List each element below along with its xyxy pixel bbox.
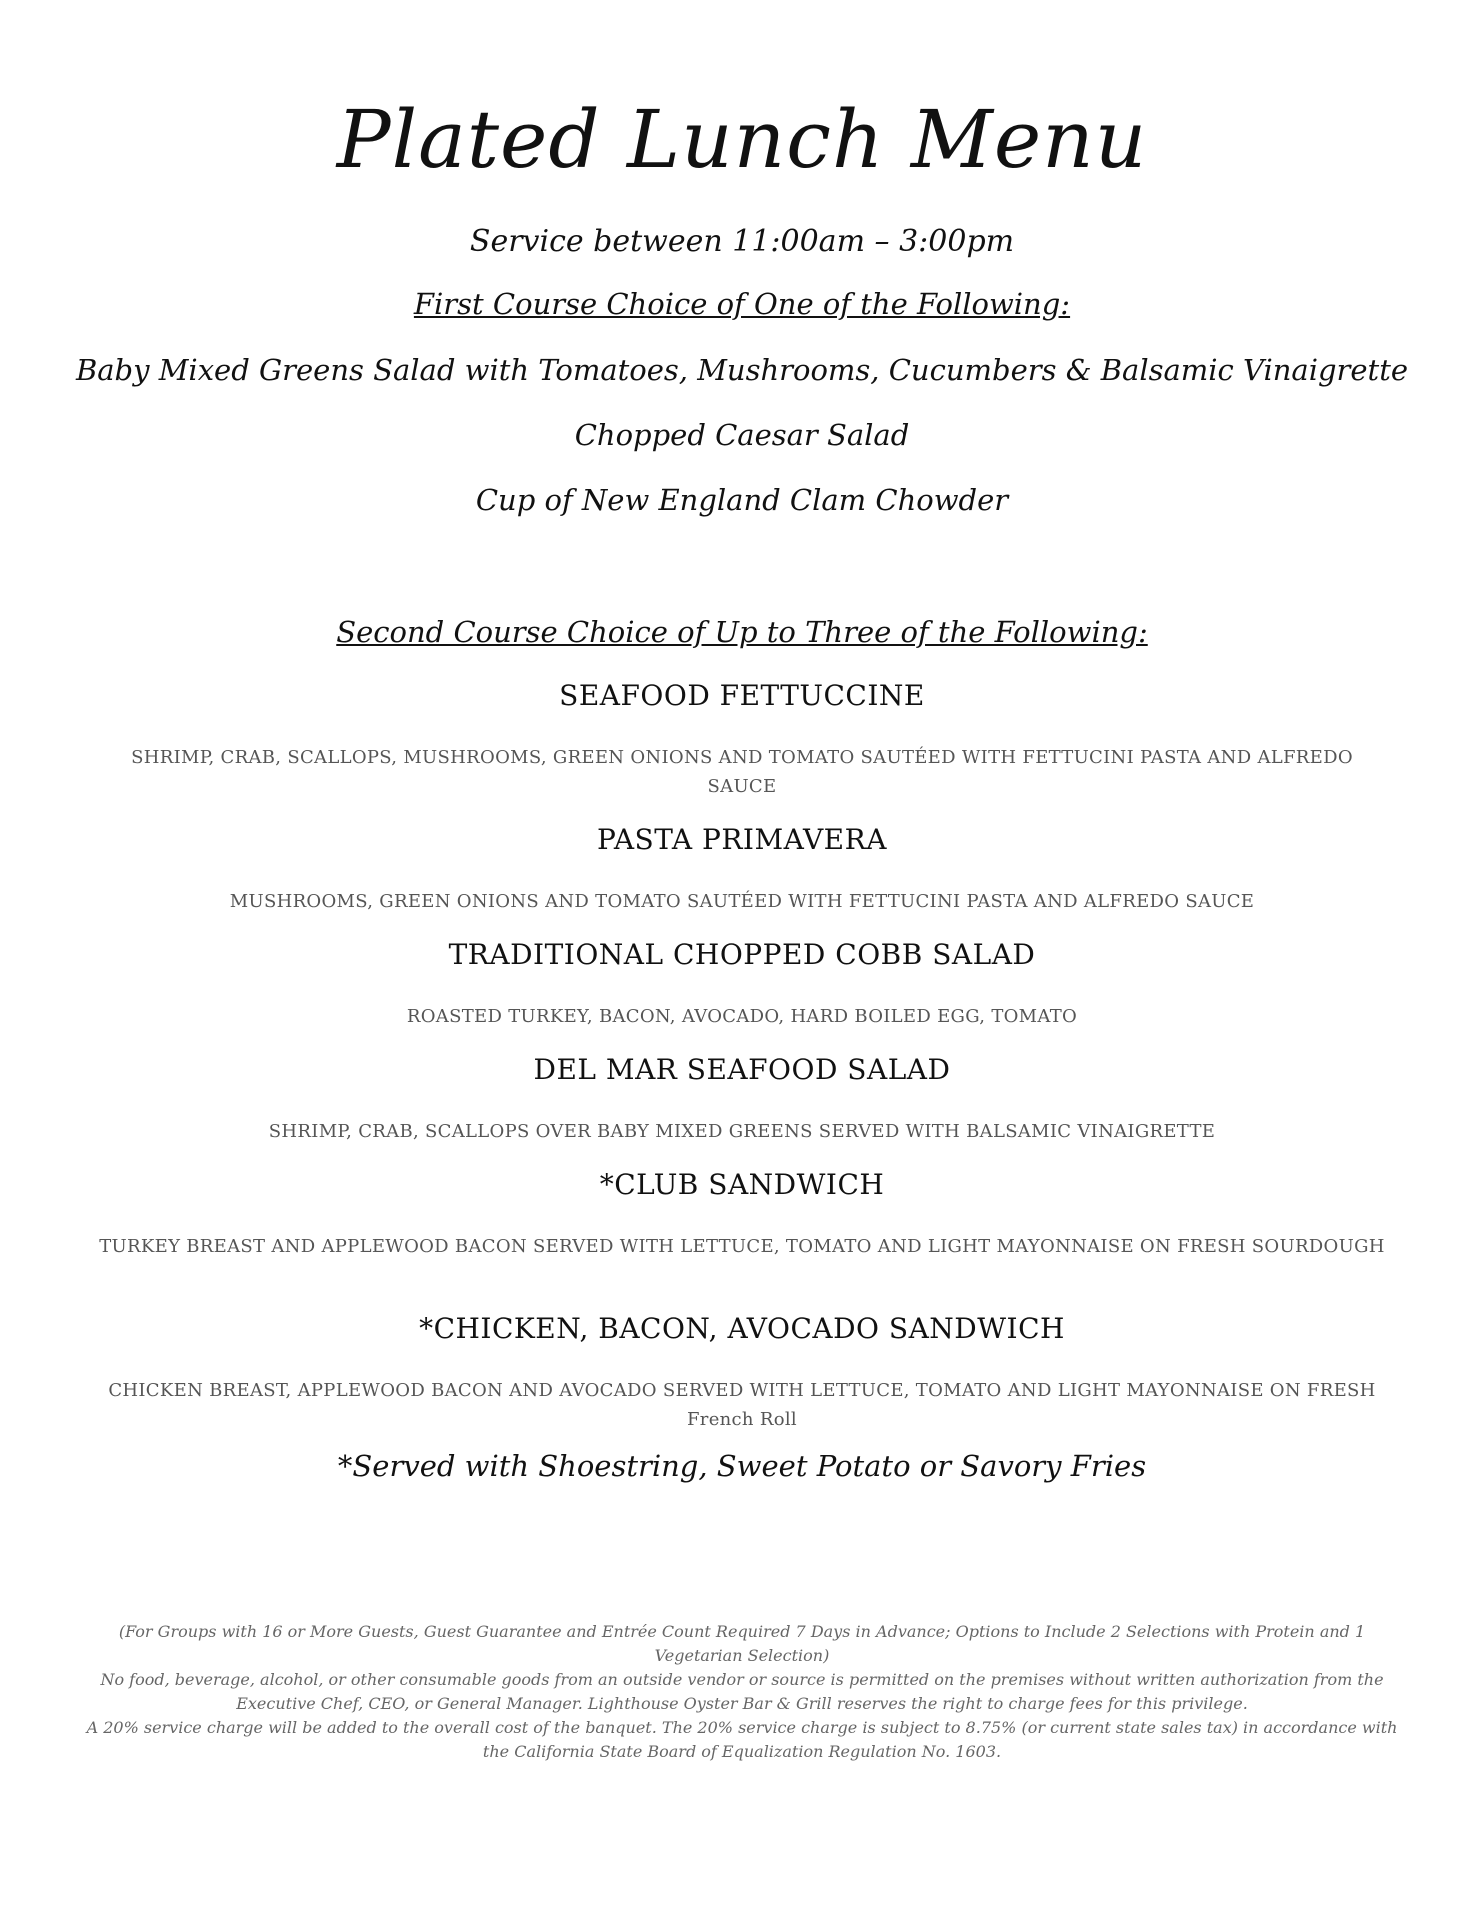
first-course-item: Baby Mixed Greens Salad with Tomatoes, Mushrooms, Cucumbers & Balsamic Vinaigrette	[75, 353, 1409, 387]
page-title: Plated Lunch Menu	[336, 93, 1148, 186]
first-course-item: Chopped Caesar Salad	[574, 418, 910, 452]
dish-description: SHRIMP, CRAB, SCALLOPS, MUSHROOMS, GREEN ONIONS AND TOMATO SAUTÉED WITH FETTUCINI PASTA AND ALFREDO SAUCE	[131, 747, 1353, 797]
groups-note: (For Groups with 16 or More Guests, Guest Guarantee and Entrée Count Required 7 Days in Advance; Options to Include 2 Selections with Protein and 1 Vegetarian Selection)	[118, 1622, 1366, 1665]
dish-description: ROASTED TURKEY, BACON, AVOCADO, HARD BOILED EGG, TOMATO	[406, 1006, 1078, 1027]
dish-name: TRADITIONAL CHOPPED COBB SALAD	[448, 938, 1036, 971]
dish-description: SHRIMP, CRAB, SCALLOPS OVER BABY MIXED GREENS SERVED WITH BALSAMIC VINAIGRETTE	[268, 1121, 1216, 1142]
dish-description: TURKEY BREAST AND APPLEWOOD BACON SERVED WITH LETTUCE, TOMATO AND LIGHT MAYONNAISE ON FRESH SOURDOUGH	[99, 1236, 1385, 1257]
fries-note: *Served with Shoestring, Sweet Potato or Savory Fries	[337, 1449, 1147, 1483]
first-course-item: Cup of New England Clam Chowder	[475, 483, 1009, 517]
dish-name: *CHICKEN, BACON, AVOCADO SANDWICH	[419, 1312, 1065, 1345]
dish-name: SEAFOOD FETTUCCINE	[559, 679, 925, 712]
dish-name: *CLUB SANDWICH	[599, 1168, 885, 1201]
dish-name: PASTA PRIMAVERA	[597, 823, 887, 856]
outside-food-note: No food, beverage, alcohol, or other consumable goods from an outside vendor or source is permitted on the premises without written authorization from the Executive Chef, CEO, or General Manager. Lighthouse Oyster Bar & Grill reserves the right to charge fees for this privilege.	[100, 1670, 1384, 1713]
second-course-heading: Second Course Choice of Up to Three of the Following:	[336, 615, 1148, 649]
footer-notes	[85, 1620, 1399, 1764]
dish-description: MUSHROOMS, GREEN ONIONS AND TOMATO SAUTÉED WITH FETTUCINI PASTA AND ALFREDO SAUCE	[229, 891, 1255, 912]
first-course-heading: First Course Choice of One of the Following:	[413, 287, 1071, 321]
dish-description: CHICKEN BREAST, APPLEWOOD BACON AND AVOCADO SERVED WITH LETTUCE, TOMATO AND LIGHT MAYONNAISE ON FRESH French Roll	[108, 1380, 1376, 1430]
service-hours: Service between 11:00am – 3:00pm	[469, 224, 1015, 259]
dish-name: DEL MAR SEAFOOD SALAD	[533, 1053, 951, 1086]
service-charge-note: A 20% service charge will be added to the overall cost of the banquet. The 20% service charge is subject to 8.75% (or current state sales tax) in accordance with the California State Board of Equalization Regulation No. 1603.	[86, 1718, 1398, 1761]
